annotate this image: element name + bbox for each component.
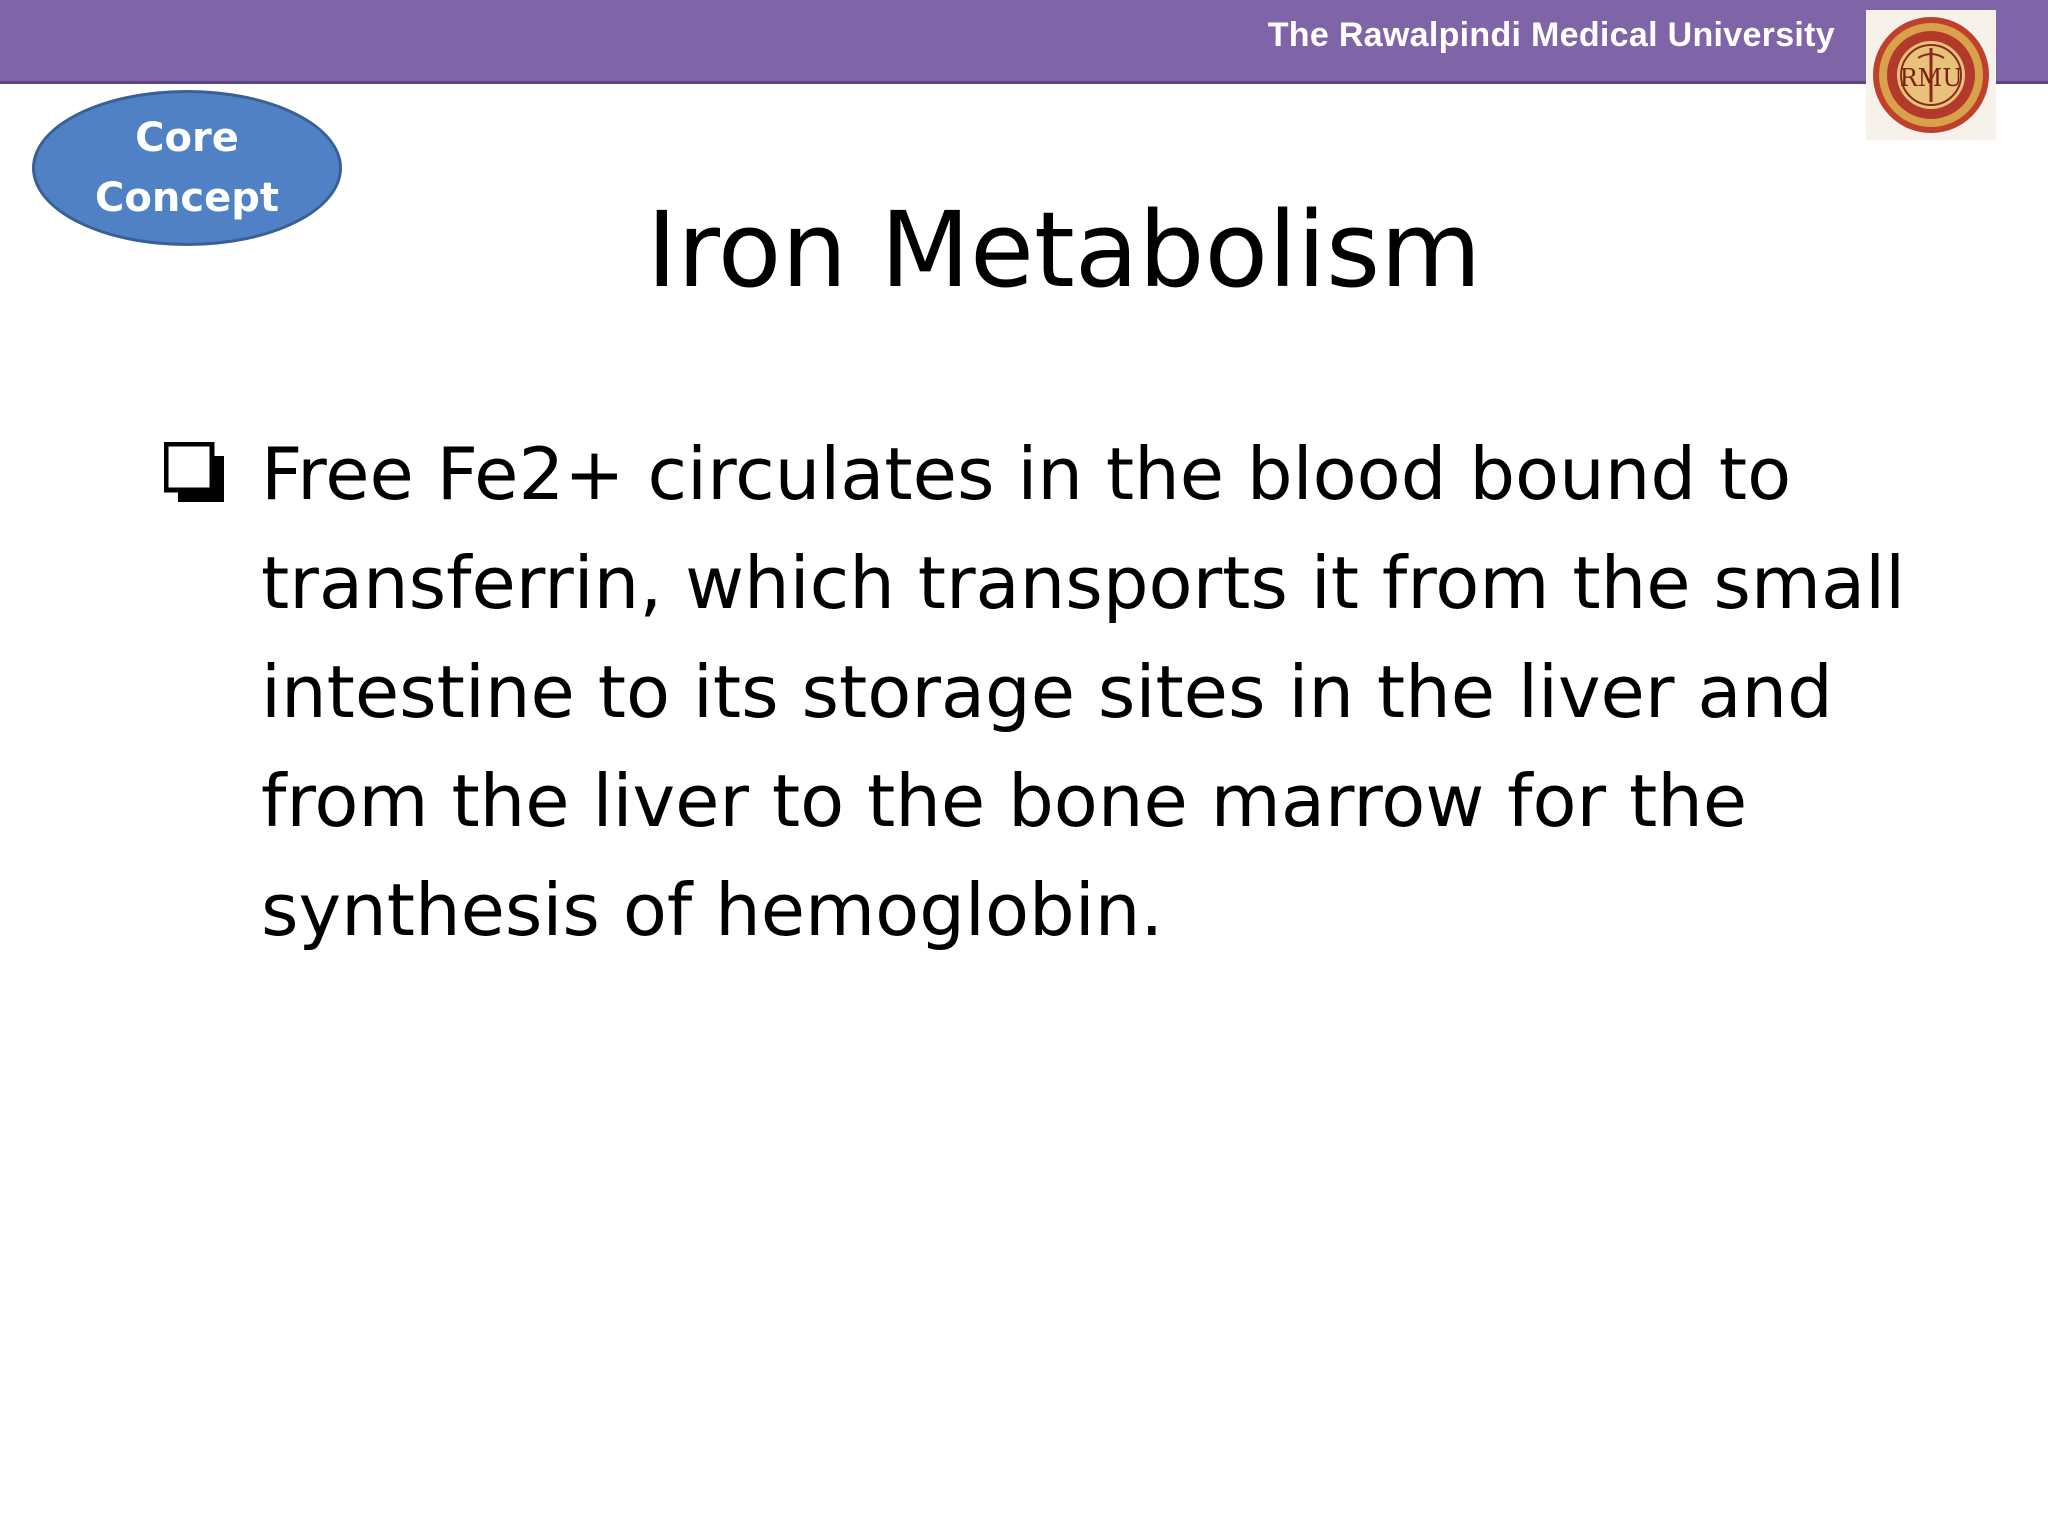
checkbox-icon [164,442,226,504]
university-seal-icon [1866,10,1996,140]
bullet-line: transferrin, which transports it from the small [261,541,1906,625]
university-logo [1866,10,1996,140]
bullet-text [261,420,1961,965]
bullet-line: intestine to its storage sites in the liver and [261,650,1833,734]
bullet-line: Free Fe2+ circulates in the blood bound to [261,432,1792,516]
header-bar [0,0,2048,84]
university-name: The Rawalpindi Medical University [1267,16,1835,54]
slide-title: Iron Metabolism [646,189,1482,311]
bullet-line: from the liver to the bone marrow for the [261,759,1748,843]
logo-text: RMU [1899,64,1963,92]
bullet-line: synthesis of hemoglobin. [261,868,1164,952]
badge-line-2: Concept [95,175,279,221]
badge-line-1: Core [135,115,239,161]
